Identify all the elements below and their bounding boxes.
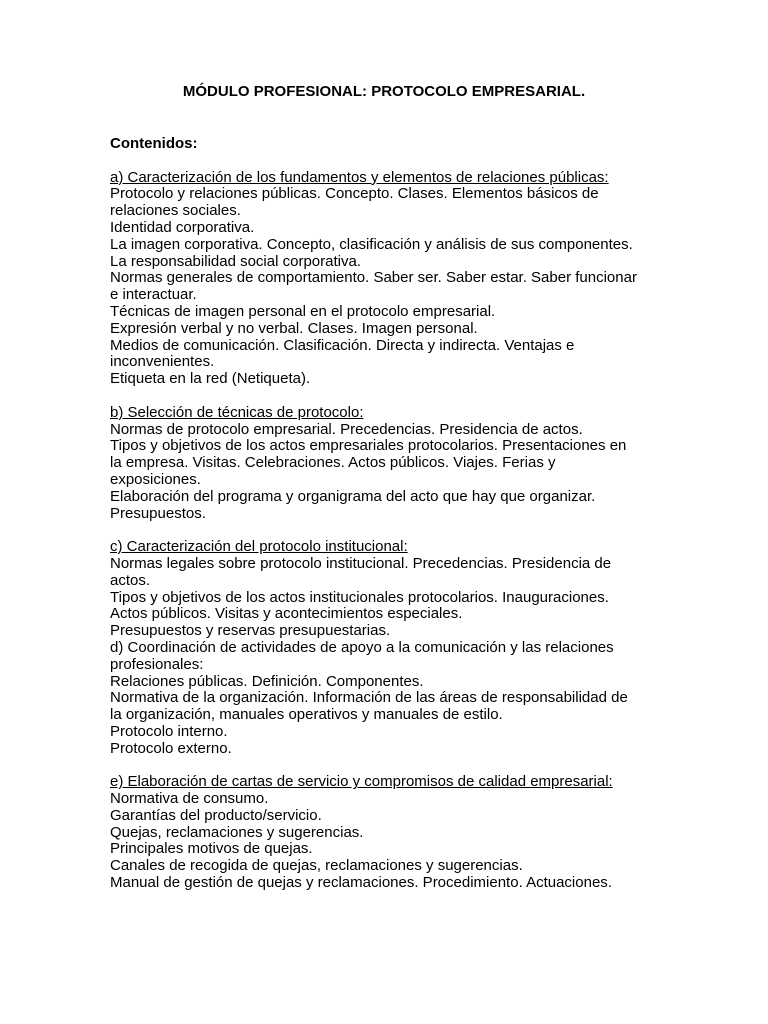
section-line: Presupuestos.: [110, 504, 206, 522]
section-heading: c) Caracterización del protocolo institucional:: [110, 538, 408, 556]
section-line: e interactuar.: [110, 286, 197, 304]
section-line: Tipos y objetivos de los actos empresariales protocolarios. Presentaciones en: [110, 437, 627, 455]
section-line: relaciones sociales.: [110, 202, 241, 220]
section-line: Expresión verbal y no verbal. Clases. Imagen personal.: [110, 319, 478, 337]
section-line: La responsabilidad social corporativa.: [110, 252, 361, 270]
section-heading: e) Elaboración de cartas de servicio y compromisos de calidad empresarial:: [110, 773, 613, 791]
section-line: Canales de recogida de quejas, reclamaciones y sugerencias.: [110, 857, 523, 875]
content-section: [110, 774, 670, 892]
section-line: Normas legales sobre protocolo institucional. Precedencias. Presidencia de: [110, 554, 612, 572]
section-line: la organización, manuales operativos y manuales de estilo.: [110, 706, 503, 724]
section-line: exposiciones.: [110, 470, 201, 488]
section-line: Presupuestos y reservas presupuestarias.: [110, 622, 391, 640]
section-line: Relaciones públicas. Definición. Componentes.: [110, 672, 424, 690]
section-line: actos.: [110, 571, 151, 589]
section-line: Quejas, reclamaciones y sugerencias.: [110, 823, 364, 841]
section-heading: b) Selección de técnicas de protocolo:: [110, 403, 364, 421]
section-line: Medios de comunicación. Clasificación. Directa y indirecta. Ventajas e: [110, 336, 575, 354]
content-section: [110, 170, 670, 388]
content-section: [110, 405, 670, 523]
section-line: Actos públicos. Visitas y acontecimientos especiales.: [110, 605, 463, 623]
section-line: Protocolo y relaciones públicas. Concepto. Clases. Elementos básicos de: [110, 185, 599, 203]
sections-container: [110, 170, 670, 892]
section-line: Protocolo interno.: [110, 722, 228, 740]
section-line: profesionales:: [110, 655, 204, 673]
section-line: Elaboración del programa y organigrama del acto que hay que organizar.: [110, 487, 596, 505]
section-line: Normativa de consumo.: [110, 790, 269, 808]
section-line: Protocolo externo.: [110, 739, 232, 757]
section-line: la empresa. Visitas. Celebraciones. Actos públicos. Viajes. Ferias y: [110, 454, 556, 472]
section-line: Tipos y objetivos de los actos institucionales protocolarios. Inauguraciones.: [110, 588, 609, 606]
section-line: La imagen corporativa. Concepto, clasificación y análisis de sus componentes.: [110, 235, 633, 253]
section-line: Garantías del producto/servicio.: [110, 806, 322, 824]
section-heading: a) Caracterización de los fundamentos y elementos de relaciones públicas:: [110, 168, 609, 186]
section-line: d) Coordinación de actividades de apoyo a la comunicación y las relaciones: [110, 638, 614, 656]
section-line: Etiqueta en la red (Netiqueta).: [110, 370, 311, 388]
section-line: Técnicas de imagen personal en el protocolo empresarial.: [110, 302, 496, 320]
content-section: [110, 539, 670, 757]
document-title: MÓDULO PROFESIONAL: PROTOCOLO EMPRESARIAL.: [182, 83, 586, 100]
document-body: [110, 136, 670, 892]
section-line: Normas de protocolo empresarial. Precedencias. Presidencia de actos.: [110, 420, 583, 438]
contents-label: Contenidos:: [110, 135, 198, 152]
section-line: Normativa de la organización. Información de las áreas de responsabilidad de: [110, 689, 628, 707]
section-line: Normas generales de comportamiento. Saber ser. Saber estar. Saber funcionar: [110, 269, 637, 287]
section-line: Manual de gestión de quejas y reclamaciones. Procedimiento. Actuaciones.: [110, 874, 612, 892]
section-line: Identidad corporativa.: [110, 218, 255, 236]
section-line: Principales motivos de quejas.: [110, 840, 313, 858]
section-line: inconvenientes.: [110, 353, 215, 371]
